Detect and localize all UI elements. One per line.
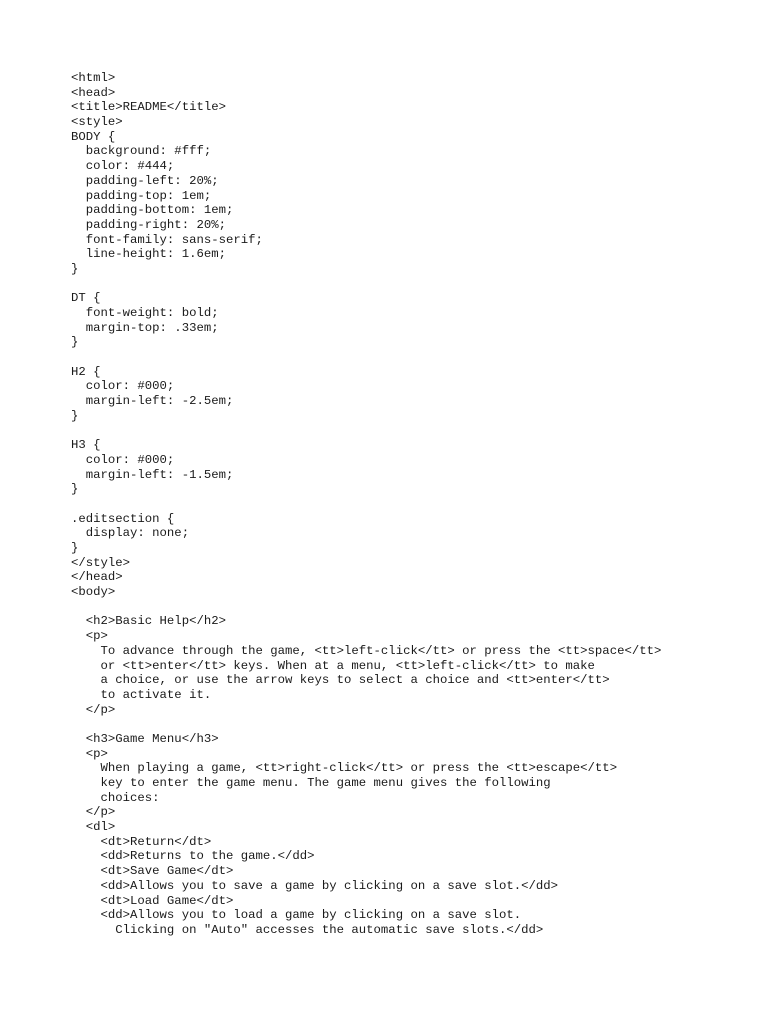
source-line: color: #444;: [71, 159, 175, 174]
source-line: <p>: [71, 746, 108, 761]
source-line: background: #fff;: [71, 144, 212, 159]
source-line: padding-top: 1em;: [71, 188, 212, 203]
source-line: font-family: sans-serif;: [71, 232, 263, 247]
source-line: Clicking on "Auto" accesses the automatic save slots.</dd>: [71, 922, 544, 937]
source-line: <head>: [71, 85, 116, 100]
source-line: a choice, or use the arrow keys to select a choice and <tt>enter</tt>: [71, 673, 610, 688]
source-line: display: none;: [71, 526, 190, 541]
source-line: line-height: 1.6em;: [71, 247, 226, 262]
source-line: padding-right: 20%;: [71, 217, 226, 232]
source-line: <html>: [71, 71, 116, 85]
source-line: H2 {: [71, 364, 101, 379]
source-line: font-weight: bold;: [71, 306, 219, 320]
source-line: margin-left: -1.5em;: [71, 467, 234, 482]
source-line: <h2>Basic Help</h2>: [71, 614, 226, 629]
source-line: .editsection {: [71, 511, 175, 526]
source-line: <h3>Game Menu</h3>: [71, 731, 219, 746]
source-line: <dt>Save Game</dt>: [71, 864, 234, 879]
source-line: [71, 717, 661, 732]
source-line: margin-left: -2.5em;: [71, 394, 234, 409]
source-line: padding-bottom: 1em;: [71, 203, 234, 218]
source-line: <dt>Load Game</dt>: [71, 893, 234, 908]
source-line: }: [71, 261, 79, 276]
source-line: margin-top: .33em;: [71, 320, 219, 335]
source-line: To advance through the game, <tt>left-click</tt> or press the <tt>space</tt>: [71, 643, 662, 658]
html-source-text: [71, 71, 661, 938]
source-line: }: [71, 408, 79, 423]
source-line: choices:: [71, 790, 160, 805]
source-line: [71, 424, 661, 439]
source-line: }: [71, 335, 79, 350]
source-line: <style>: [71, 115, 123, 130]
source-line: DT {: [71, 291, 101, 306]
source-line: <title>README</title>: [71, 100, 226, 115]
source-line: <dl>: [71, 820, 116, 835]
source-line: or <tt>enter</tt> keys. When at a menu, <tt>left-click</tt> to make: [71, 658, 595, 673]
source-line: [71, 497, 661, 512]
source-line: color: #000;: [71, 379, 175, 394]
source-line: H3 {: [71, 438, 101, 453]
source-line: <dd>Allows you to load a game by clicking on a save slot.: [71, 908, 522, 923]
source-line: [71, 350, 661, 365]
source-line: </p>: [71, 702, 116, 717]
source-line: color: #000;: [71, 452, 175, 467]
source-line: <dt>Return</dt>: [71, 834, 212, 849]
source-line: to activate it.: [71, 687, 212, 702]
source-line: When playing a game, <tt>right-click</tt> or press the <tt>escape</tt>: [71, 761, 618, 776]
source-line: }: [71, 541, 79, 555]
source-line: }: [71, 482, 79, 497]
source-line: <body>: [71, 585, 116, 600]
source-line: BODY {: [71, 129, 116, 144]
source-line: </style>: [71, 555, 131, 570]
source-line: key to enter the game menu. The game menu gives the following: [71, 776, 551, 790]
source-line: [71, 277, 661, 292]
source-line: <p>: [71, 629, 108, 644]
source-line: <dd>Allows you to save a game by clicking on a save slot.</dd>: [71, 878, 559, 893]
source-line: </p>: [71, 805, 116, 820]
source-line: <dd>Returns to the game.</dd>: [71, 849, 315, 864]
source-line: </head>: [71, 570, 123, 585]
source-line: [71, 600, 661, 615]
source-line: padding-left: 20%;: [71, 173, 219, 188]
